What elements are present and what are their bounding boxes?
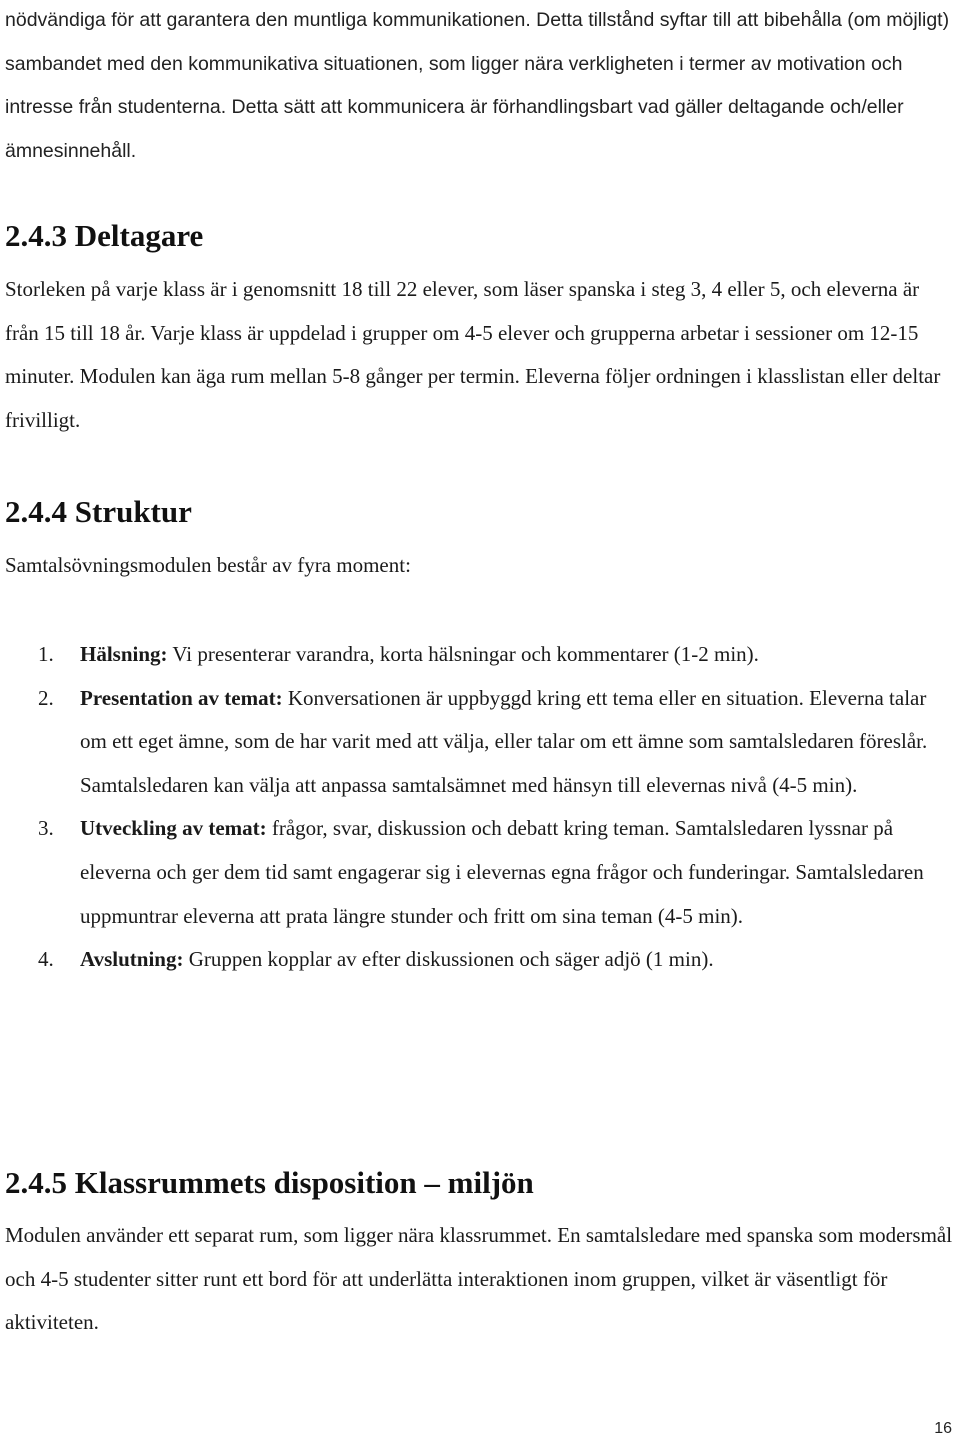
list-item-title: Avslutning: — [80, 947, 184, 972]
list-item — [5, 938, 957, 982]
list-item — [5, 677, 957, 808]
list-item-number: 1. — [38, 642, 54, 666]
list-item-text: frågor, svar, diskussion och debatt kring teman. Samtalsledaren lyssnar på eleverna och ger dem tid samt engagerar sig i elevernas egna frågor och funderingar. Samtalsledaren uppmuntrar eleverna att prata längre stunder och fritt om sina teman (4-5 min). — [80, 816, 924, 928]
list-item-title: Presentation av temat: — [80, 685, 283, 710]
heading-deltagare: 2.4.3 Deltagare — [5, 218, 204, 253]
list-item-text: Gruppen kopplar av efter diskussionen och säger adjö (1 min). — [183, 947, 714, 972]
list-item-text: Konversationen är uppbyggd kring ett tema eller en situation. Eleverna talar om ett eget ämne, som de har varit med att välja, eller talar om ett ämne som samtalsledaren föreslår. — [80, 685, 928, 754]
list-item-title: Hälsning: — [80, 642, 168, 666]
deltagare-paragraph: Storleken på varje klass är i genomsnitt 18 till 22 elever, som läser spanska i steg 3, 4 eller 5, och eleverna är från 15 till 18 år. Varje klass är uppdelad i grupper om 4-5 elever och grupperna arbetar i sessioner om 12-15 minuter. Modulen kan äga rum mellan 5-8 gånger per termin. Eleverna följer ordningen i klasslistan eller deltar frivilligt. — [5, 277, 941, 432]
klassrum-paragraph: Modulen använder ett separat rum, som ligger nära klassrummet. En samtalsledare med spanska som modersmål och 4-5 studenter sitter runt ett bord för att underlätta interaktionen inom gruppen, vilket är väsentligt för aktiviteten. — [5, 1223, 953, 1335]
heading-struktur: 2.4.4 Struktur — [5, 494, 192, 529]
list-item-body — [80, 633, 957, 677]
list-item-text: Vi presenterar varandra, korta hälsningar och kommentarer (1-2 min). — [167, 642, 759, 666]
list-item — [5, 807, 957, 938]
heading-klassrummets-disposition: 2.4.5 Klassrummets disposition – miljön — [5, 1165, 534, 1200]
struktur-list — [5, 633, 957, 982]
list-item-number: 3. — [38, 816, 54, 841]
struktur-intro: Samtalsövningsmodulen består av fyra moment: — [5, 553, 411, 577]
list-item-number: 2. — [38, 685, 54, 710]
list-item-body — [80, 938, 957, 982]
list-item-number: 4. — [38, 947, 54, 972]
list-item-extra: Samtalsledaren kan välja att anpassa samtalsämnet med hänsyn till elevernas nivå (4-5 min). — [80, 772, 858, 797]
list-item-title: Utveckling av temat: — [80, 816, 267, 841]
list-item — [5, 633, 957, 677]
list-item-body — [80, 807, 957, 938]
page-number: 16 — [934, 1420, 952, 1437]
list-item-body — [80, 677, 957, 808]
intro-paragraph: nödvändiga för att garantera den muntliga kommunikationen. Detta tillstånd syftar till att bibehålla (om möjligt) sambandet med den kommunikativa situationen, som ligger nära verkligheten i termer av motivation och intresse från studenterna. Detta sätt att kommunicera är förhandlingsbart vad gäller deltagande och/eller ämnesinnehåll. — [5, 9, 950, 162]
